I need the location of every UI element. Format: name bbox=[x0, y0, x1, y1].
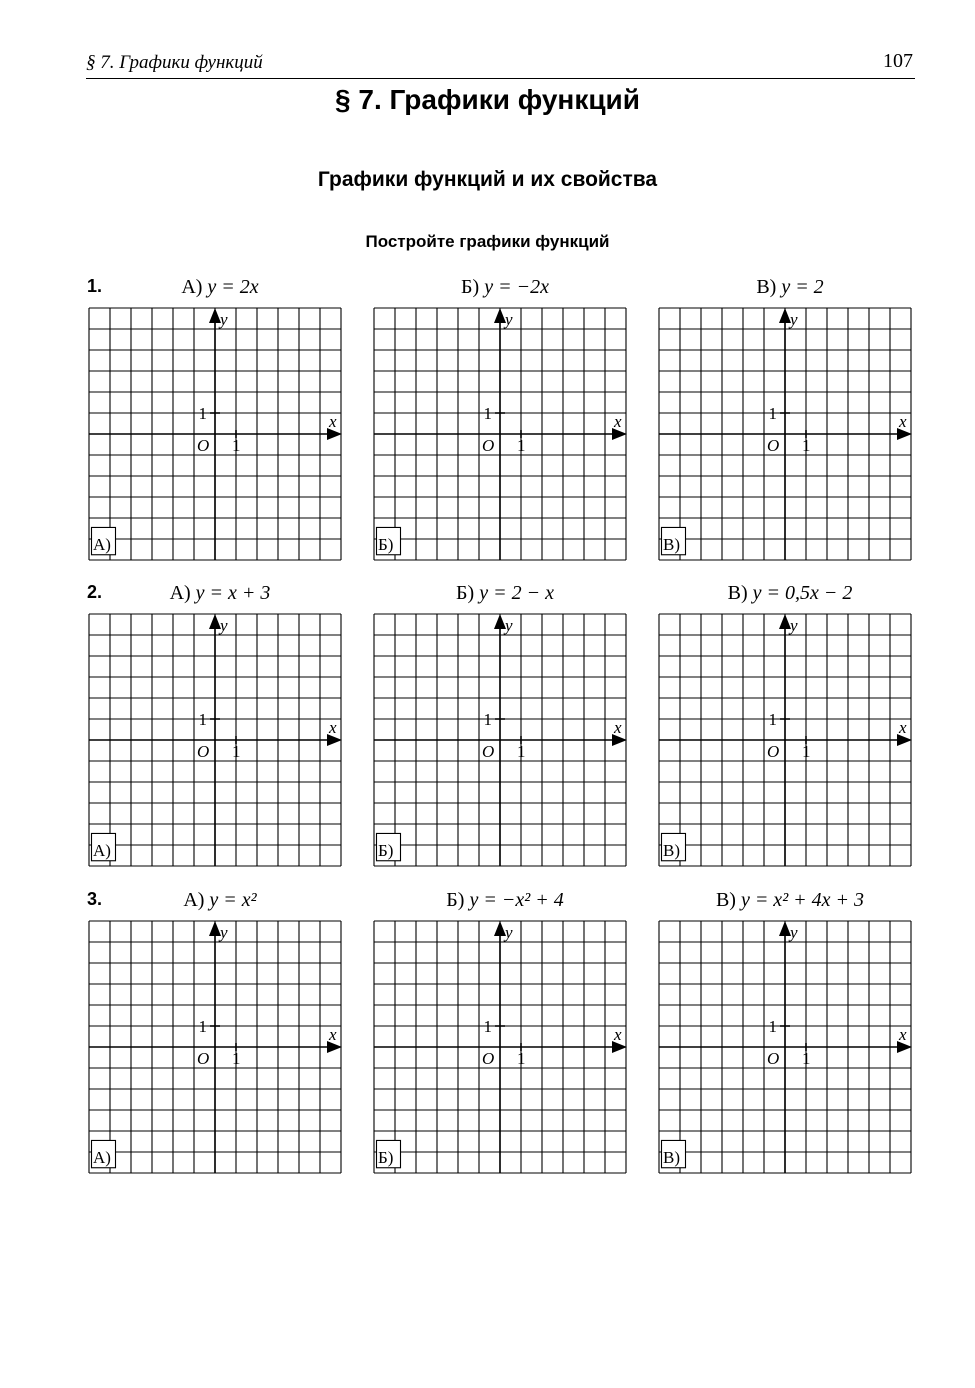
x-axis-label: x bbox=[899, 1025, 907, 1044]
task-number: 1. bbox=[87, 276, 103, 296]
coordinate-grid[interactable] bbox=[659, 921, 911, 1173]
item-letter: Б) bbox=[446, 889, 465, 911]
grid-svg bbox=[374, 308, 626, 560]
x-axis-label: x bbox=[614, 718, 622, 737]
y-unit-label: 1 bbox=[198, 1017, 207, 1036]
grid-svg bbox=[374, 614, 626, 866]
origin-label: O bbox=[767, 436, 780, 455]
equation: y = x² bbox=[209, 889, 257, 911]
item-box-label: Б) bbox=[378, 1148, 394, 1167]
item-box-label: Б) bbox=[378, 535, 394, 554]
section-title: § 7. Графики функций bbox=[335, 84, 640, 115]
y-unit-label: 1 bbox=[483, 710, 492, 729]
item-label bbox=[90, 276, 350, 299]
equation: y = 2 − x bbox=[479, 582, 554, 604]
running-header bbox=[86, 50, 915, 79]
x-unit-label: 1 bbox=[232, 436, 241, 455]
page-number: 107 bbox=[883, 50, 913, 72]
y-unit-label: 1 bbox=[198, 710, 207, 729]
item-box-label: А) bbox=[93, 535, 111, 554]
item-letter: Б) bbox=[461, 276, 480, 298]
item-letter: А) bbox=[181, 276, 203, 298]
x-unit-label: 1 bbox=[802, 1049, 811, 1068]
x-axis-label: x bbox=[614, 412, 622, 431]
equation: y = −x² + 4 bbox=[469, 889, 564, 911]
grid-svg bbox=[659, 921, 911, 1173]
item-letter: А) bbox=[183, 889, 205, 911]
x-axis-label: x bbox=[614, 1025, 622, 1044]
y-axis-label: y bbox=[505, 310, 513, 329]
y-axis-label: y bbox=[505, 923, 513, 942]
item-label bbox=[660, 582, 920, 605]
section-subtitle: Графики функций и их свойства bbox=[317, 168, 658, 191]
grid-svg bbox=[374, 921, 626, 1173]
y-axis-label: y bbox=[790, 616, 798, 635]
x-axis-label: x bbox=[899, 718, 907, 737]
grid-svg bbox=[659, 614, 911, 866]
y-axis-label: y bbox=[505, 616, 513, 635]
coordinate-grid[interactable] bbox=[374, 308, 626, 560]
origin-label: O bbox=[197, 742, 210, 761]
origin-label: O bbox=[767, 742, 780, 761]
x-axis-label: x bbox=[329, 1025, 337, 1044]
origin-label: O bbox=[482, 436, 495, 455]
item-letter: В) bbox=[715, 889, 736, 911]
coordinate-grid[interactable] bbox=[374, 614, 626, 866]
item-label bbox=[660, 889, 920, 912]
y-unit-label: 1 bbox=[768, 404, 777, 423]
grid-svg bbox=[89, 614, 341, 866]
y-unit-label: 1 bbox=[198, 404, 207, 423]
task-number: 2. bbox=[87, 582, 103, 602]
y-axis-label: y bbox=[220, 310, 228, 329]
item-label bbox=[90, 582, 350, 605]
coordinate-grid[interactable] bbox=[89, 614, 341, 866]
item-box-label: В) bbox=[663, 535, 680, 554]
y-axis-label: y bbox=[220, 616, 228, 635]
origin-label: O bbox=[482, 1049, 495, 1068]
x-unit-label: 1 bbox=[802, 436, 811, 455]
equation: y = x + 3 bbox=[195, 582, 271, 604]
x-unit-label: 1 bbox=[517, 1049, 526, 1068]
item-label bbox=[90, 889, 350, 912]
origin-label: O bbox=[197, 1049, 210, 1068]
grid-svg bbox=[89, 921, 341, 1173]
item-box-label: Б) bbox=[378, 841, 394, 860]
x-unit-label: 1 bbox=[232, 1049, 241, 1068]
equation: y = −2x bbox=[484, 276, 549, 298]
grid-svg bbox=[89, 308, 341, 560]
grid-svg bbox=[659, 308, 911, 560]
y-unit-label: 1 bbox=[768, 710, 777, 729]
equation: y = 2x bbox=[207, 276, 259, 298]
item-letter: А) bbox=[169, 582, 191, 604]
y-unit-label: 1 bbox=[483, 1017, 492, 1036]
origin-label: O bbox=[482, 742, 495, 761]
item-label bbox=[660, 276, 920, 299]
item-box-label: В) bbox=[663, 841, 680, 860]
origin-label: O bbox=[197, 436, 210, 455]
equation: y = 0,5x − 2 bbox=[752, 582, 853, 604]
equation: y = x² + 4x + 3 bbox=[740, 889, 865, 911]
item-letter: Б) bbox=[456, 582, 475, 604]
equation: y = 2 bbox=[781, 276, 824, 298]
x-unit-label: 1 bbox=[232, 742, 241, 761]
x-unit-label: 1 bbox=[517, 436, 526, 455]
item-label bbox=[375, 582, 635, 605]
x-axis-label: x bbox=[329, 412, 337, 431]
item-label bbox=[375, 276, 635, 299]
coordinate-grid[interactable] bbox=[659, 614, 911, 866]
item-letter: В) bbox=[756, 276, 777, 298]
coordinate-grid[interactable] bbox=[89, 921, 341, 1173]
x-unit-label: 1 bbox=[802, 742, 811, 761]
y-axis-label: y bbox=[220, 923, 228, 942]
running-title: § 7. Графики функций bbox=[86, 52, 263, 73]
y-axis-label: y bbox=[790, 923, 798, 942]
instruction: Постройте графики функций bbox=[365, 232, 610, 251]
coordinate-grid[interactable] bbox=[659, 308, 911, 560]
y-axis-label: y bbox=[790, 310, 798, 329]
x-unit-label: 1 bbox=[517, 742, 526, 761]
y-unit-label: 1 bbox=[483, 404, 492, 423]
task-number: 3. bbox=[87, 889, 103, 909]
item-box-label: А) bbox=[93, 1148, 111, 1167]
item-box-label: В) bbox=[663, 1148, 680, 1167]
x-axis-label: x bbox=[899, 412, 907, 431]
x-axis-label: x bbox=[329, 718, 337, 737]
item-box-label: А) bbox=[93, 841, 111, 860]
coordinate-grid[interactable] bbox=[374, 921, 626, 1173]
y-unit-label: 1 bbox=[768, 1017, 777, 1036]
coordinate-grid[interactable] bbox=[89, 308, 341, 560]
item-letter: В) bbox=[727, 582, 748, 604]
item-label bbox=[375, 889, 635, 912]
origin-label: O bbox=[767, 1049, 780, 1068]
